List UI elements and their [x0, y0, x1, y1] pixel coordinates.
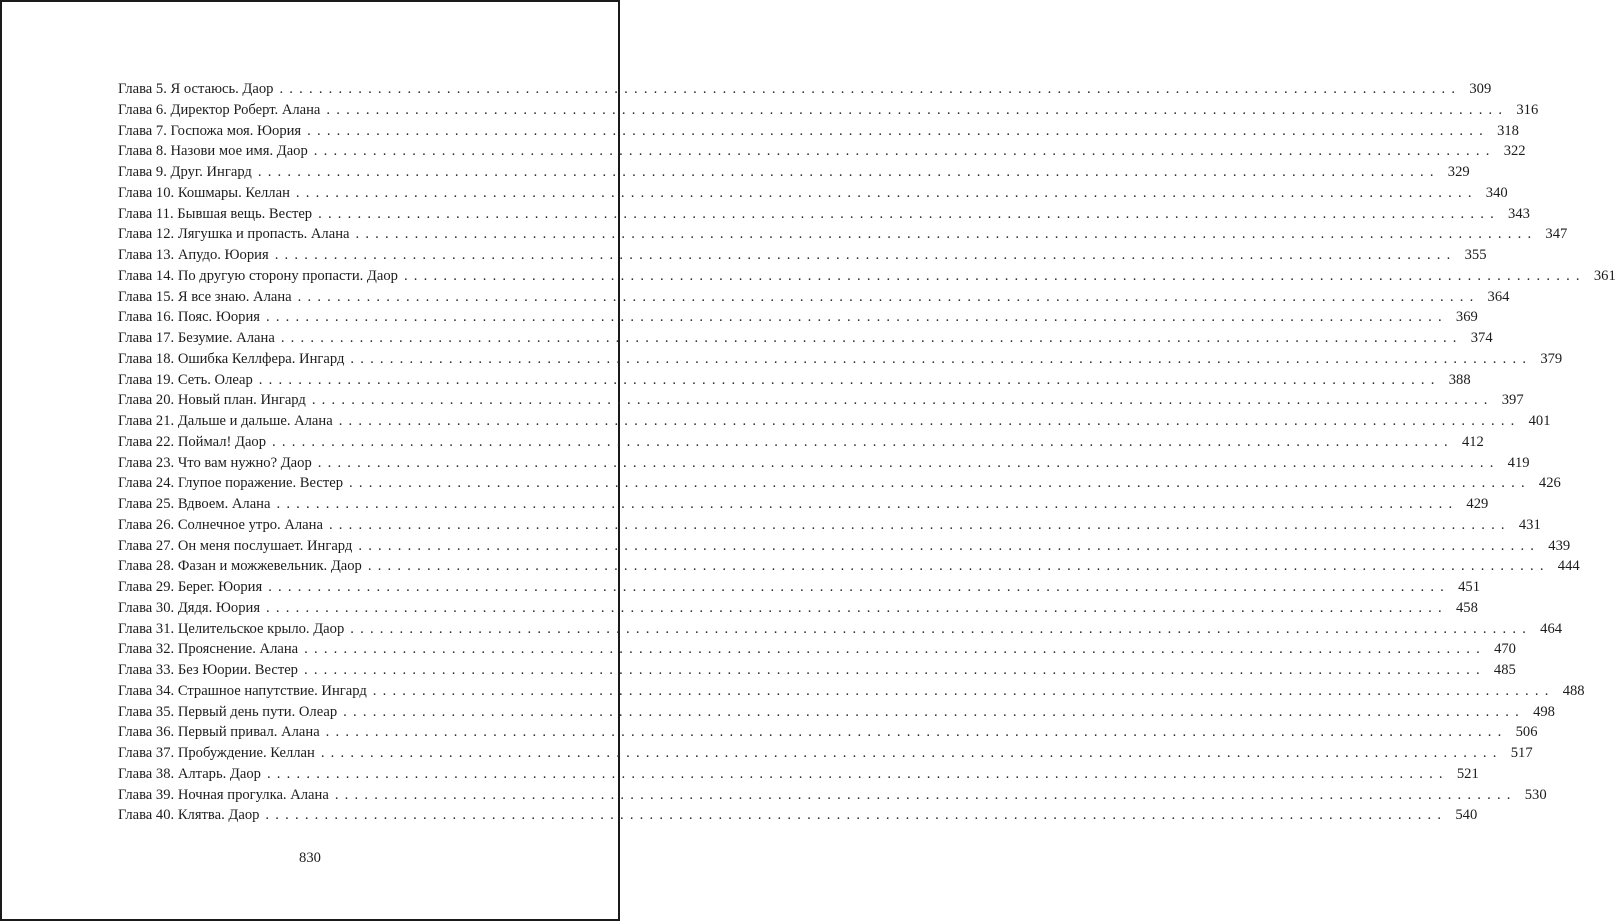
- dot-leader: ........................................................................................................................: [338, 413, 1521, 429]
- dot-leader: ........................................................................................................................: [258, 371, 1441, 388]
- toc-entry-page: 316: [1516, 101, 1539, 118]
- dot-leader: ........................................................................................................................: [372, 682, 1555, 699]
- toc-entry: [118, 681, 1585, 702]
- toc-entry-title: Глава 7. Госпожа моя. Юория: [118, 122, 302, 139]
- toc-entry: [118, 224, 1568, 245]
- dot-leader: ........................................................................................................................: [358, 537, 1541, 554]
- toc-entry-title: Глава 12. Лягушка и пропасть. Алана: [118, 226, 350, 243]
- toc-entry: [118, 204, 1530, 225]
- toc-entry-title: Глава 31. Целительское крыло. Даор: [118, 620, 345, 637]
- toc-entry-title: Глава 14. По другую сторону пропасти. Даор: [118, 267, 398, 284]
- toc-entry-title: Глава 17. Безумие. Алана: [118, 330, 275, 346]
- toc-entry-page: 318: [1497, 122, 1519, 139]
- toc-entry-page: 322: [1503, 143, 1526, 160]
- toc-entry-page: 439: [1548, 537, 1571, 554]
- dot-leader: ........................................................................................................................: [307, 122, 1489, 139]
- dot-leader: ........................................................................................................................: [265, 807, 1448, 824]
- toc-entry-title: Глава 27. Он меня послушает. Ингард: [118, 537, 353, 554]
- dot-leader: ........................................................................................................................: [325, 724, 1508, 741]
- toc-entry-page: 521: [1456, 765, 1479, 782]
- toc-entry-title: Глава 40. Клятва. Даор: [118, 807, 260, 824]
- dot-leader: ........................................................................................................................: [295, 184, 1478, 201]
- toc-entry: [118, 722, 1538, 743]
- toc-entry-title: Глава 9. Друг. Ингард: [118, 164, 252, 180]
- dot-leader: ........................................................................................................................: [303, 662, 1486, 678]
- toc-entry-page: 309: [1469, 81, 1492, 97]
- toc-entry: [118, 432, 1484, 453]
- dot-leader: ........................................................................................................................: [304, 641, 1486, 658]
- toc-entry-title: Глава 18. Ошибка Келлфера. Ингард: [118, 350, 345, 367]
- dot-leader: ........................................................................................................................: [367, 558, 1550, 575]
- toc-entry-title: Глава 20. Новый план. Ингард: [118, 392, 306, 409]
- toc-entry-title: Глава 23. Что вам нужно? Даор: [118, 454, 312, 471]
- toc-entry: [118, 619, 1563, 640]
- dot-leader: ........................................................................................................................: [266, 765, 1449, 782]
- toc-entry-title: Глава 30. Дядя. Юория: [118, 599, 261, 616]
- toc-entry-title: Глава 35. Первый день пути. Олеар: [118, 703, 338, 720]
- dot-leader: ........................................................................................................................: [266, 599, 1448, 616]
- toc-entry-title: Глава 39. Ночная прогулка. Алана: [118, 786, 329, 803]
- toc-entry-page: 429: [1466, 496, 1489, 512]
- dot-leader: ........................................................................................................................: [343, 703, 1525, 720]
- toc-entry: [118, 743, 1533, 764]
- toc-entry-page: 431: [1518, 516, 1541, 533]
- toc-entry: [118, 183, 1508, 204]
- dot-leader: ........................................................................................................................: [328, 516, 1511, 533]
- dot-leader: ........................................................................................................................: [334, 786, 1517, 803]
- toc-entry: [118, 805, 1478, 826]
- toc-entry: [118, 100, 1539, 121]
- toc-entry: [118, 266, 1616, 287]
- toc-entry: [118, 162, 1470, 183]
- toc-entry: [118, 141, 1526, 162]
- toc-entry-title: Глава 21. Дальше и дальше. Алана: [118, 413, 333, 429]
- toc-entry-page: 379: [1540, 350, 1563, 367]
- toc-entry: [118, 660, 1516, 681]
- dot-leader: ........................................................................................................................: [403, 267, 1586, 284]
- toc-entry: [118, 390, 1524, 411]
- toc-entry-title: Глава 22. Поймал! Даор: [118, 433, 267, 450]
- toc-entry: [118, 494, 1489, 515]
- toc-entry: [118, 515, 1541, 536]
- dot-leader: ........................................................................................................................: [279, 81, 1462, 97]
- toc-entry-page: 485: [1493, 662, 1516, 678]
- toc-entry: [118, 370, 1471, 391]
- toc-entry: [118, 639, 1516, 660]
- toc-entry-page: 488: [1562, 682, 1585, 699]
- toc-entry: [118, 473, 1561, 494]
- toc-entry-title: Глава 24. Глупое поражение. Вестер: [118, 475, 343, 492]
- toc-entry-page: 374: [1470, 330, 1493, 346]
- page-number: 830: [299, 850, 321, 866]
- toc-entry-title: Глава 10. Кошмары. Келлан: [118, 184, 290, 201]
- toc-entry-page: 426: [1538, 475, 1561, 492]
- toc-entry-title: Глава 37. Пробуждение. Келлан: [118, 745, 315, 761]
- dot-leader: ........................................................................................................................: [317, 454, 1500, 471]
- toc-entry-title: Глава 38. Алтарь. Даор: [118, 765, 261, 782]
- toc-entry-page: 451: [1458, 579, 1481, 595]
- toc-entry: [118, 411, 1551, 432]
- toc-entry: [118, 307, 1478, 328]
- toc-entry-page: 517: [1510, 745, 1533, 761]
- toc-entry: [118, 577, 1481, 598]
- toc-entry-title: Глава 25. Вдвоем. Алана: [118, 496, 271, 512]
- toc-entry-title: Глава 26. Солнечное утро. Алана: [118, 516, 323, 533]
- dot-leader: ........................................................................................................................: [320, 745, 1503, 761]
- toc-entry-page: 364: [1487, 288, 1510, 305]
- dot-leader: ........................................................................................................................: [318, 205, 1500, 222]
- dot-leader: ........................................................................................................................: [326, 101, 1509, 118]
- toc-entry: [118, 328, 1493, 349]
- toc-entry: [118, 702, 1555, 723]
- toc-entry-page: 530: [1524, 786, 1547, 803]
- toc-entry: [118, 349, 1563, 370]
- toc-entry-title: Глава 33. Без Юории. Вестер: [118, 662, 298, 678]
- toc-entry-page: 343: [1508, 205, 1530, 222]
- toc-entry-title: Глава 36. Первый привал. Алана: [118, 724, 320, 741]
- toc-entry: [118, 556, 1580, 577]
- toc-entry: [118, 453, 1530, 474]
- dot-leader: ........................................................................................................................: [350, 350, 1533, 367]
- toc-entry: [118, 536, 1571, 557]
- toc-entry: [118, 764, 1479, 785]
- dot-leader: ........................................................................................................................: [311, 392, 1494, 409]
- toc-entry-page: 329: [1447, 164, 1470, 180]
- toc-entry-title: Глава 5. Я остаюсь. Даор: [118, 81, 274, 97]
- toc-entry: [118, 785, 1547, 806]
- toc-entry: [118, 598, 1478, 619]
- dot-leader: ........................................................................................................................: [274, 247, 1457, 263]
- dot-leader: ........................................................................................................................: [350, 620, 1533, 637]
- toc-entry-page: 340: [1485, 184, 1508, 201]
- dot-leader: ........................................................................................................................: [265, 309, 1448, 326]
- toc-entry-title: Глава 28. Фазан и можжевельник. Даор: [118, 558, 362, 575]
- toc-entry-page: 388: [1448, 371, 1471, 388]
- toc-entry-title: Глава 19. Сеть. Олеар: [118, 371, 253, 388]
- dot-leader: ........................................................................................................................: [313, 143, 1496, 160]
- toc-entry-page: 540: [1455, 807, 1478, 824]
- dot-leader: ........................................................................................................................: [257, 164, 1440, 180]
- toc-entry-title: Глава 34. Страшное напутствие. Ингард: [118, 682, 367, 699]
- toc-entry-page: 506: [1515, 724, 1538, 741]
- toc-entry-page: 458: [1455, 599, 1478, 616]
- toc-entry-title: Глава 29. Берег. Юория: [118, 579, 263, 595]
- toc-entry-page: 397: [1501, 392, 1524, 409]
- toc-entry-page: 470: [1494, 641, 1516, 658]
- toc-entry: [118, 287, 1510, 308]
- toc-entry: [118, 79, 1492, 100]
- dot-leader: ........................................................................................................................: [355, 226, 1538, 243]
- toc-entry-title: Глава 11. Бывшая вещь. Вестер: [118, 205, 313, 222]
- toc-entry-page: 498: [1533, 703, 1555, 720]
- toc-entry-title: Глава 32. Прояснение. Алана: [118, 641, 299, 658]
- toc-entry-page: 464: [1540, 620, 1563, 637]
- toc-entry-page: 401: [1528, 413, 1551, 429]
- dot-leader: ........................................................................................................................: [297, 288, 1480, 305]
- toc-entry-title: Глава 6. Директор Роберт. Алана: [118, 101, 321, 118]
- toc-entry-page: 347: [1545, 226, 1568, 243]
- table-of-contents: [118, 79, 1616, 826]
- toc-entry-page: 369: [1455, 309, 1478, 326]
- toc-entry-title: Глава 15. Я все знаю. Алана: [118, 288, 292, 305]
- dot-leader: ........................................................................................................................: [272, 433, 1454, 450]
- toc-entry-page: 355: [1464, 247, 1487, 263]
- toc-entry-page: 419: [1507, 454, 1530, 471]
- toc-entry-page: 444: [1557, 558, 1580, 575]
- dot-leader: ........................................................................................................................: [276, 496, 1459, 512]
- toc-entry: [118, 121, 1519, 142]
- dot-leader: ........................................................................................................................: [280, 330, 1463, 346]
- toc-entry: [118, 245, 1487, 266]
- toc-entry-title: Глава 13. Апудо. Юория: [118, 247, 269, 263]
- toc-entry-title: Глава 16. Пояс. Юория: [118, 309, 260, 326]
- dot-leader: ........................................................................................................................: [349, 475, 1531, 492]
- toc-entry-title: Глава 8. Назови мое имя. Даор: [118, 143, 308, 160]
- toc-entry-page: 361: [1593, 267, 1616, 284]
- dot-leader: ........................................................................................................................: [268, 579, 1451, 595]
- toc-entry-page: 412: [1461, 433, 1484, 450]
